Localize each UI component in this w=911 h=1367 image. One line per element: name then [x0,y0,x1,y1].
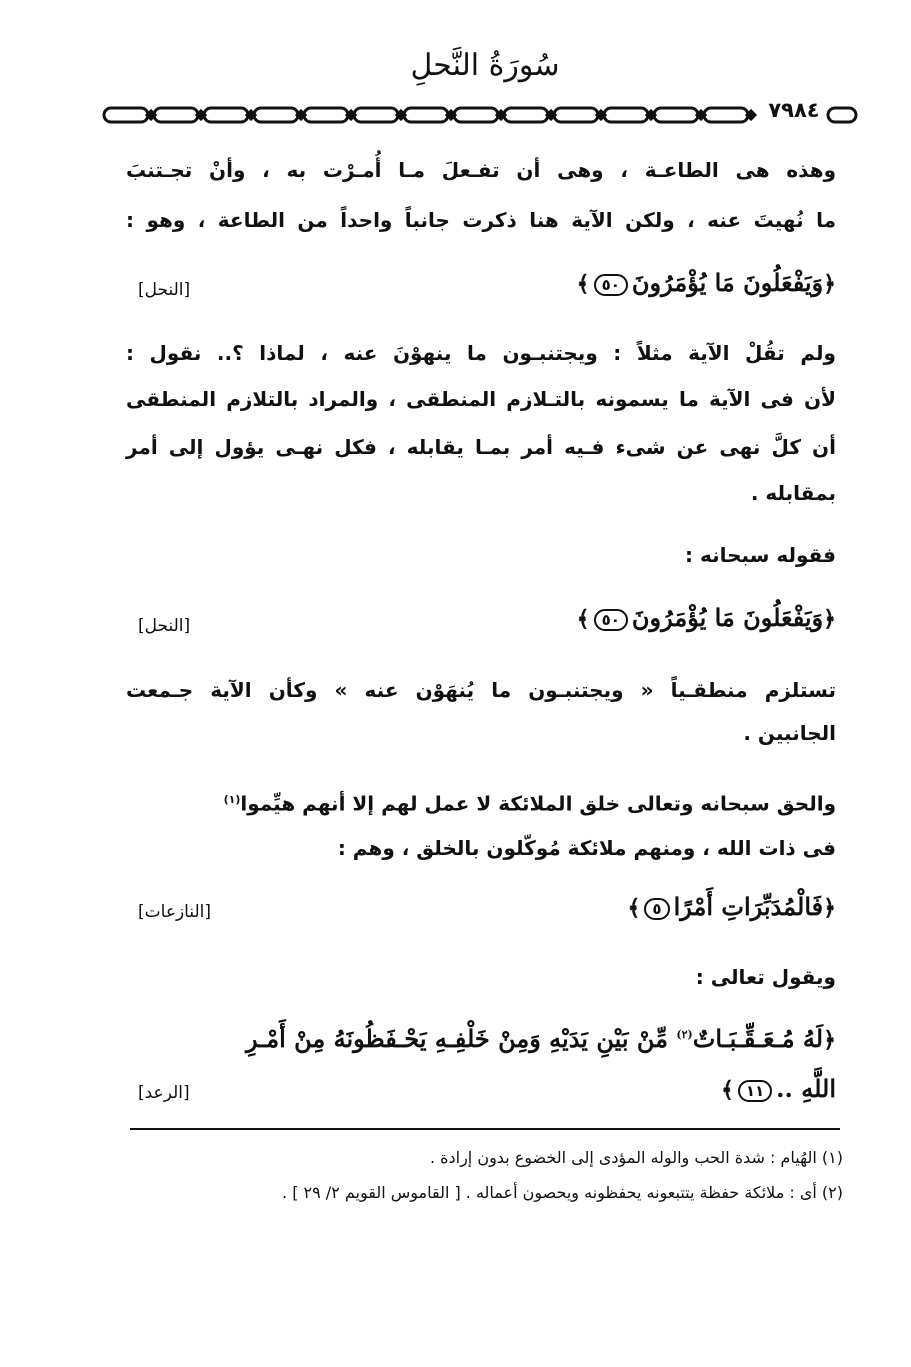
ayah-number: ١١ [738,1080,772,1102]
text-line: فقوله سبحانه : [685,543,836,567]
verse-source: [النحل] [138,280,191,300]
text-line: تستلزم منطقـياً « ويجتنبـون ما يُنهَوْن عنه » وكأن الآية جـمعت [126,678,836,702]
chain-link [204,108,248,122]
text-line: ويقول تعالى : [695,965,836,989]
footnote: (٢) أى : ملائكة حفظة يتتبعونه يحفظونه ويحصون أعماله . [ القاموس القويم ٢/ ٢٩ ] . [282,1183,843,1202]
ayah-number: ٥٠ [594,274,628,296]
text-line: بمقابله . [750,481,836,505]
chain-diamond [747,111,755,119]
verse-source: [النازعات] [138,902,212,922]
chain-link [154,108,198,122]
text-line: فى ذات الله ، ومنهم ملائكة مُوكّلون بالخلق ، وهم : [337,836,836,860]
chain-link [654,108,698,122]
surah-title: سُورَةُ النَّحلِ [410,48,560,83]
chain-link [254,108,298,122]
verse-source: [الرعد] [138,1083,190,1103]
verse-close-bracket: ﴾ [720,1077,734,1103]
chain-link [704,108,748,122]
footnote-marker: (١) [223,793,241,806]
text-line: أن كلَّ نهى عن شىء فـيه أمر بمـا يقابله ، فكل نهـى يؤول إلى أمر [126,435,836,459]
text-line: ما نُهيتَ عنه ، ولكن الآية هنا ذكرت جانباً واحداً من الطاعة ، وهو : [126,208,836,232]
verse-text: وَيَفْعَلُونَ مَا يُؤْمَرُونَ [631,268,824,297]
quran-verse [246,1018,836,1057]
verse-text: فَالْمُدَبِّرَاتِ أَمْرًا [673,892,824,921]
page-number: ٧٩٨٤ [762,98,826,122]
text-line: لأن فى الآية ما يسمونه بالتـلازم المنطقى ، والمراد بالتلازم المنطقى [126,387,836,411]
footnote-marker: (٢) [676,1028,693,1041]
quran-verse [721,1072,836,1107]
chain-link [604,108,648,122]
text-line: وهذه هى الطاعـة ، وهى أن تفـعلَ مـا أُمـرْت به ، وأنْ تجـتنبَ [126,158,836,182]
verse-open-bracket: ﴿ [823,606,836,632]
chain-link [828,108,856,122]
text-line-body: والحق سبحانه وتعالى خلق الملائكة لا عمل لهم إلا أنهم هيِّموا [240,791,836,816]
chain-link [454,108,498,122]
footnote: (١) الهُيام : شدة الحب والوله المؤدى إلى الخضوع بدون إرادة . [429,1148,843,1167]
verse-close-bracket: ﴾ [627,895,641,921]
quran-verse [577,266,836,301]
verse-open-bracket: ﴿ [823,271,836,297]
verse-close-bracket: ﴾ [576,271,590,297]
verse-open-bracket: ﴿ [823,895,836,921]
text-line: الجانبين . [743,721,836,745]
verse-text: وَيَفْعَلُونَ مَا يُؤْمَرُونَ [631,603,824,632]
ayah-number: ٥ [644,898,669,920]
chain-link [504,108,548,122]
footnote-divider [130,1128,840,1130]
verse-close-bracket: ﴾ [576,606,590,632]
text-line [224,785,836,819]
verse-text: اللَّهِ .. [776,1074,836,1103]
quran-verse [577,601,836,636]
chain-link [354,108,398,122]
quran-verse [628,890,836,925]
chain-link [404,108,448,122]
ornamental-header-bar [100,100,860,130]
chain-link [554,108,598,122]
verse-open-bracket: ﴿ [823,1027,836,1053]
chain-link [304,108,348,122]
ayah-number: ٥٠ [594,609,628,631]
verse-source: [النحل] [138,616,191,636]
verse-text: لَهُ مُـعَـقِّـبَـاتٌ [692,1024,824,1053]
verse-text: مِّنْ بَيْنِ يَدَيْهِ وَمِنْ خَلْفِـهِ يَحْـفَظُونَهُ مِنْ أَمْـرِ [245,1024,668,1053]
text-line: ولم تقُلْ الآية مثلاً : ويجتنبـون ما ينهوْنَ عنه ، لماذا ؟.. نقول : [126,341,836,365]
chain-link [104,108,148,122]
